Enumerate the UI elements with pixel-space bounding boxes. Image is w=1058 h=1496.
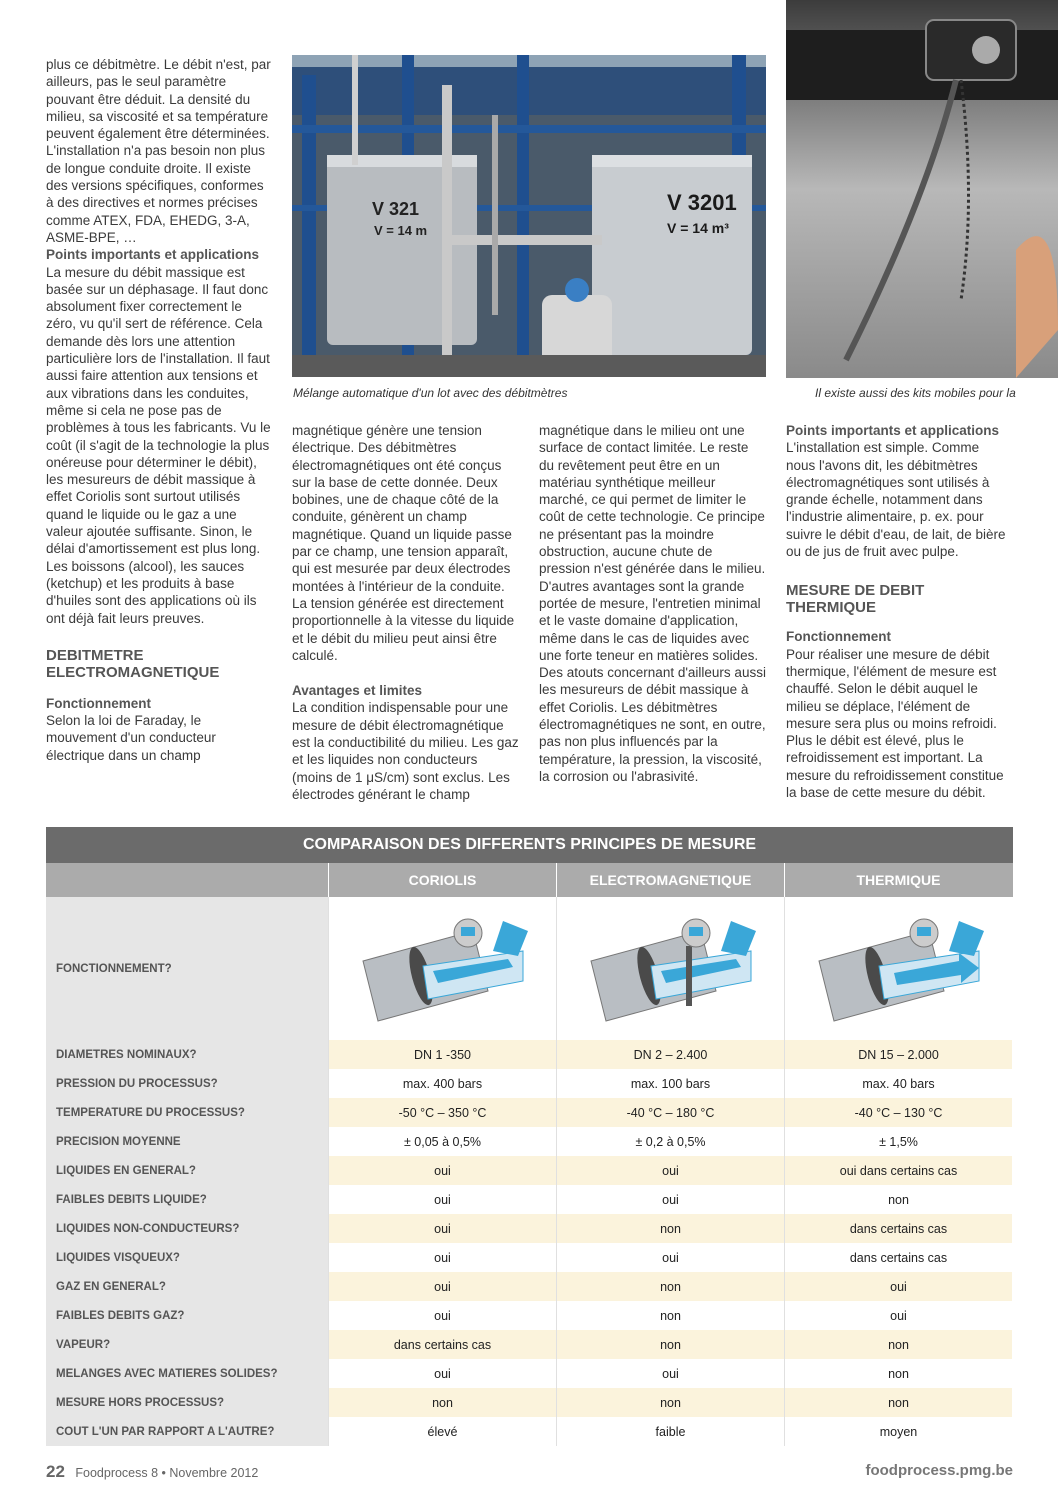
row-label: LIQUIDES EN GENERAL? [46,1156,328,1185]
photo-caption: Il existe aussi des kits mobiles pour la [815,386,1016,400]
tanks-illustration [292,55,766,377]
table-cell: oui [784,1272,1012,1301]
paragraph: La mesure du débit massique est basée sur un déphasage. Il faut donc absolument fixer correctement le zéro, vu qu'il sert de référence. Cela demande dès lors une attention particulière lors de l'installation. Il faut aussi faire attention aux tensions et aux vibrations dans les conduites, même si cela ne pose pas de problèmes à tous les fabricants. Vu le coût (il s'agit de la technologie la plus onéreuse pour déterminer le débit), les mesureurs de débit massique à effet Coriolis sont surtout utilisés quand le liquide ou le gaz a une valeur ajoutée suffisante. Sinon, le délai d'amortissement est plus long. Les boissons (alcool), les sauces (ketchup) et les produits à base d'huiles sont des applications où ils ont déjà fait leurs preuves. [46,264,271,626]
subheading: Fonctionnement [786,629,891,645]
table-cell: max. 400 bars [328,1069,556,1098]
table-cell: non [556,1301,784,1330]
table-cell: oui [328,1301,556,1330]
table-cell: oui [328,1272,556,1301]
page-footer [46,1462,258,1482]
table-row [46,1156,1013,1185]
row-label: FAIBLES DEBITS GAZ? [46,1301,328,1330]
site-url[interactable]: foodprocess.pmg.be [865,1462,1013,1479]
table-body [46,1040,1013,1446]
table-row [46,1069,1013,1098]
table-cell: dans certains cas [784,1243,1012,1272]
subheading: Fonctionnement [46,695,151,711]
row-label: FAIBLES DEBITS LIQUIDE? [46,1185,328,1214]
tank-right-label: V 3201 [667,190,737,215]
tank-right-volume: V = 14 m³ [667,220,729,236]
table-title: COMPARAISON DES DIFFERENTS PRINCIPES DE MESURE [46,827,1013,863]
table-cell: -40 °C – 180 °C [556,1098,784,1127]
row-label: MELANGES AVEC MATIERES SOLIDES? [46,1359,328,1388]
electromagnetique-diagram [556,897,784,1040]
table-row [46,1330,1013,1359]
subheading: Points importants et applications [46,247,260,263]
issue-info: Foodprocess 8 • Novembre 2012 [75,1466,259,1480]
table-cell: élevé [328,1417,556,1446]
diagram-row [46,897,1013,1040]
paragraph: La condition indispensable pour une mesure de débit électromagnétique est la conductibilité du milieu. Les gaz et les liquides non conducteurs (moins de 1 μS/cm) sont exclus. Les électrodes générant le champ [292,700,519,802]
text-column-2 [292,422,520,803]
mobile-kit-photo [786,0,1058,378]
row-label: MESURE HORS PROCESSUS? [46,1388,328,1417]
table-cell: non [784,1388,1012,1417]
table-cell: oui [556,1156,784,1185]
table-header-empty [46,863,328,897]
table-cell: faible [556,1417,784,1446]
row-label: VAPEUR? [46,1330,328,1359]
table-row [46,1040,1013,1069]
table-cell: oui [328,1185,556,1214]
table-row [46,1185,1013,1214]
row-label: TEMPERATURE DU PROCESSUS? [46,1098,328,1127]
paragraph: Pour réaliser une mesure de débit thermique, l'élément de mesure est chauffé. Selon le débit auquel le milieu se déplace, l'élément de mesure sera plus ou moins refroidi. Plus le débit est élevé, plus le refroidissement est important. La mesure du refroidissement constitue la base de cette mesure du débit. [786,646,1004,801]
table-cell: DN 15 – 2.000 [784,1040,1012,1069]
tank-left-volume: V = 14 m [374,223,428,238]
table-row [46,1388,1013,1417]
table-cell: oui dans certains cas [784,1156,1012,1185]
page-number: 22 [46,1462,65,1481]
row-label: FONCTIONNEMENT? [46,897,328,1040]
table-cell: oui [328,1359,556,1388]
photo-caption: Mélange automatique d'un lot avec des débitmètres [293,386,568,400]
table-cell: max. 100 bars [556,1069,784,1098]
table-cell: non [556,1214,784,1243]
table-cell: non [328,1388,556,1417]
subheading: Avantages et limites [292,683,423,699]
thermique-diagram [784,897,1012,1040]
row-label: PRESSION DU PROCESSUS? [46,1069,328,1098]
table-cell: moyen [784,1417,1012,1446]
paragraph: magnétique dans le milieu ont une surface de contact limitée. Le reste du revêtement peut être en un matériau synthétique meilleur marché, ce qui permet de limiter le coût de cette technologie. Ce principe ne présentant pas la moindre obstruction, aucune chute de pression n'est générée dans le milieu. D'autres avantages sont la grande portée de mesure, l'entretien minimal et le vaste domaine d'application, même dans le cas de liquides avec une forte teneur en matières solides. Des atouts concernant d'ailleurs aussi les mesureurs de débit massique à effet Coriolis. Les débitmètres électromagnétiques ne sont, en outre, pas non plus influencés par la température, la pression, la viscosité, la corrosion ou l'abrasivité. [539,423,766,784]
row-label: GAZ EN GENERAL? [46,1272,328,1301]
tank-left-label: V 321 [372,199,420,219]
paragraph: magnétique génère une tension électrique. Des débitmètres électromagnétiques ont été conçus sur la base de cette donnée. Deux bobines, une de chaque côté de la conduite, génèrent un champ magnétique. Quand un liquide passe par ce champ, une tension apparaît, qui est mesurée par deux électrodes montées à l'intérieur de la conduite. La tension générée est directement proportionnelle à la vitesse du liquide et le débit du milieu peut ainsi être calculé. [292,423,515,663]
table-cell: ± 0,2 à 0,5% [556,1127,784,1156]
paragraph: Selon la loi de Faraday, le mouvement d'un conducteur électrique dans un champ [46,713,216,763]
table-row [46,1417,1013,1446]
table-header-row [46,863,1013,897]
table-row [46,1214,1013,1243]
table-row [46,1243,1013,1272]
row-label: LIQUIDES NON-CONDUCTEURS? [46,1214,328,1243]
table-cell: ± 0,05 à 0,5% [328,1127,556,1156]
table-cell: oui [784,1301,1012,1330]
row-label: DIAMETRES NOMINAUX? [46,1040,328,1069]
table-row [46,1098,1013,1127]
text-column-3 [539,422,767,785]
table-cell: DN 1 -350 [328,1040,556,1069]
column-header-electromagnetique: ELECTROMAGNETIQUE [556,863,784,897]
mobile-kit-illustration [786,0,1058,378]
table-cell: oui [328,1156,556,1185]
table-row [46,1301,1013,1330]
table-cell: oui [328,1214,556,1243]
section-heading: MESURE DE DEBIT THERMIQUE [786,582,925,617]
column-header-coriolis: CORIOLIS [328,863,556,897]
table-cell: oui [556,1185,784,1214]
section-heading: DEBITMETRE ELECTROMAGNETIQUE [46,646,220,681]
table-cell: dans certains cas [328,1330,556,1359]
table-cell: non [556,1388,784,1417]
row-label: PRECISION MOYENNE [46,1127,328,1156]
table-cell: dans certains cas [784,1214,1012,1243]
table-row [46,1272,1013,1301]
table-row [46,1359,1013,1388]
row-label: COUT L'UN PAR RAPPORT A L'AUTRE? [46,1417,328,1446]
table-cell: ± 1,5% [784,1127,1012,1156]
text-column-1 [46,56,271,764]
table-cell: non [784,1330,1012,1359]
comparison-table [46,827,1013,1446]
table-row [46,1127,1013,1156]
coriolis-diagram [328,897,556,1040]
table-cell: non [556,1330,784,1359]
table-cell: non [556,1272,784,1301]
column-header-thermique: THERMIQUE [784,863,1012,897]
table-cell: -40 °C – 130 °C [784,1098,1012,1127]
industrial-tanks-photo [292,55,766,377]
table-cell: -50 °C – 350 °C [328,1098,556,1127]
table-cell: non [784,1185,1012,1214]
row-label: LIQUIDES VISQUEUX? [46,1243,328,1272]
paragraph: plus ce débitmètre. Le débit n'est, par ailleurs, pas le seul paramètre pouvant être déduit. La densité du milieu, sa viscosité et sa température peuvent également être déterminées. L'installation n'a pas besoin non plus de longue conduite droite. Il existe des versions spécifiques, conformes à des directives et normes précises comme ATEX, FDA, EHEDG, 3-A, ASME-BPE, … [46,57,271,245]
table-cell: oui [328,1243,556,1272]
table-cell: oui [556,1243,784,1272]
table-cell: non [784,1359,1012,1388]
text-column-4 [786,422,1012,801]
paragraph: L'installation est simple. Comme nous l'avons dit, les débitmètres électromagnétiques sont utilisés à grande échelle, notamment dans l'industrie alimentaire, p. ex. pour suivre le débit d'eau, de lait, de bière ou de jus de fruit avec pulpe. [786,440,1006,560]
subheading: Points importants et applications [786,423,1000,438]
table-cell: max. 40 bars [784,1069,1012,1098]
table-cell: DN 2 – 2.400 [556,1040,784,1069]
table-cell: oui [556,1359,784,1388]
